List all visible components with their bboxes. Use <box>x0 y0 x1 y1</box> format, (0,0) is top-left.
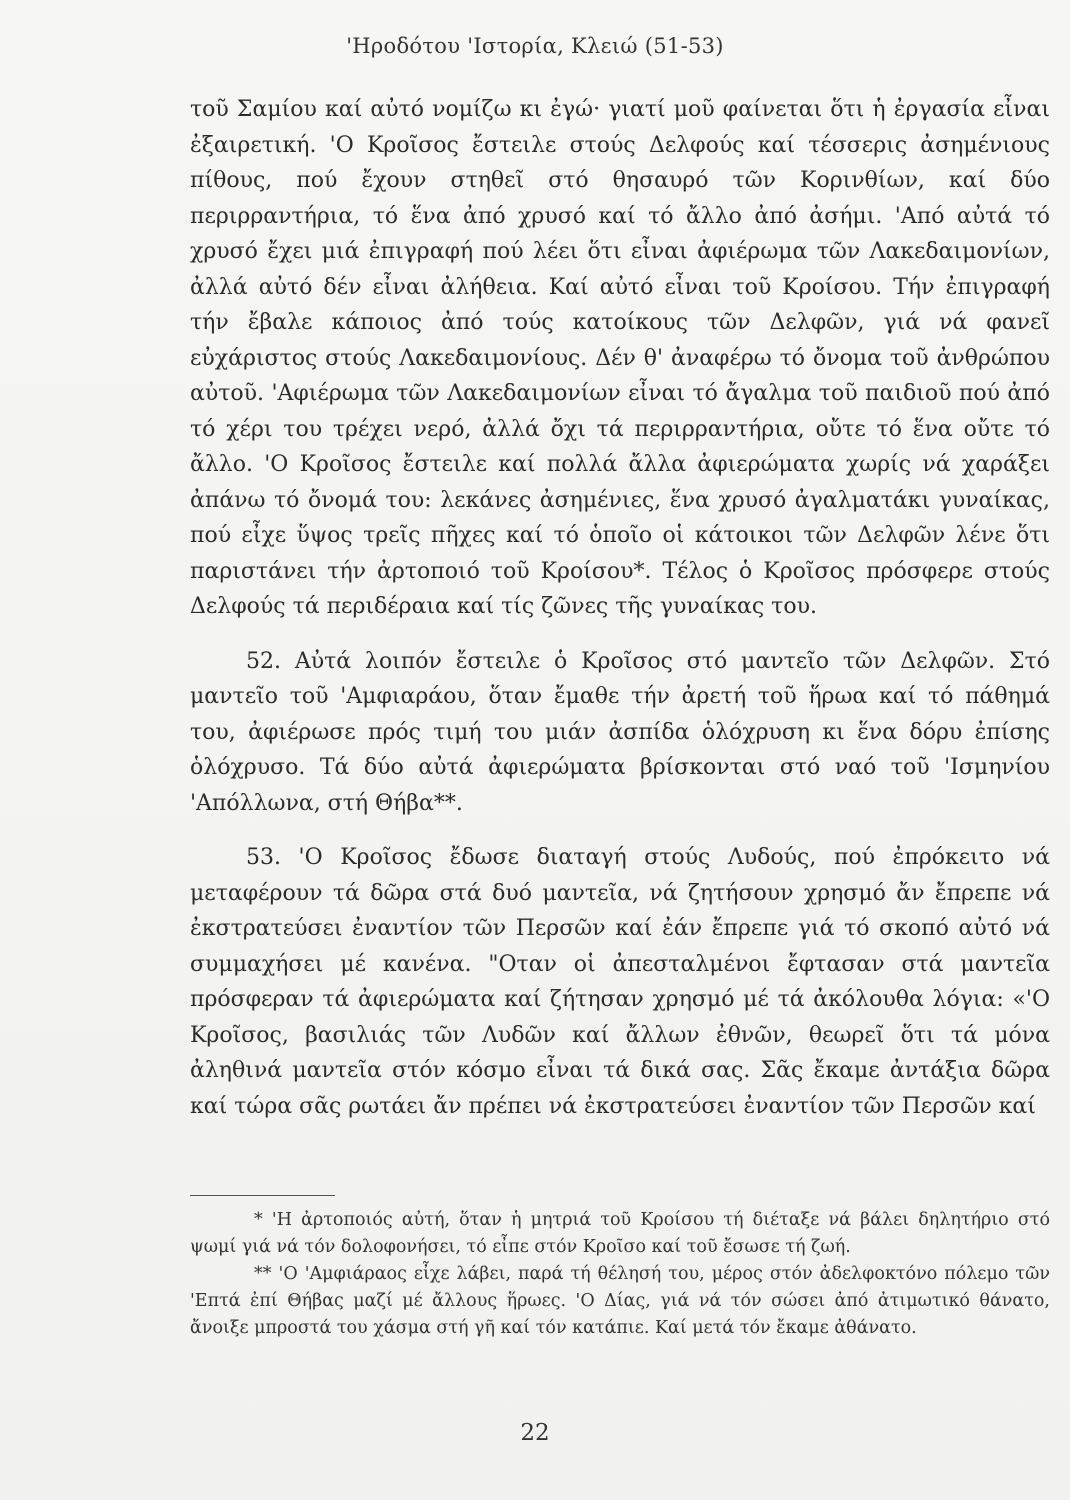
paragraph-52: 52. Αὐτά λοιπόν ἔστειλε ὁ Κροῖσος στό μαντεῖο τῶν Δελφῶν. Στό μαντεῖο τοῦ 'Αμφιαράου, ὅταν ἔμαθε τήν ἀρετή τοῦ ἥρωα καί τό πάθημά του, ἀφιέρωσε πρός τιμή του μιάν ἀσπίδα ὁλόχρυση κι ἕνα δόρυ ἐπίσης ὁλόχρυσο. Τά δύο αὐτά ἀφιερώματα βρίσκονται στό ναό τοῦ 'Ισμηνίου 'Απόλλωνα, στή Θήβα**. <box>190 648 1050 816</box>
footnote-1: * 'Η ἀρτοποιός αὐτή, ὅταν ἡ μητριά τοῦ Κροίσου τή διέταξε νά βάλει δηλητήριο στό ψωμί γιά νά τόν δολοφονήσει, τό εἶπε στόν Κροῖσο καί τοῦ ἔσωσε τή ζωή. <box>190 1210 1050 1257</box>
page-number: 22 <box>520 1420 550 1446</box>
paragraph-53: 53. 'Ο Κροῖσος ἔδωσε διαταγή στούς Λυδούς, πού ἐπρόκειτο νά μεταφέρουν τά δῶρα στά δυό μαντεῖα, νά ζητήσουν χρησμό ἄν ἔπρεπε νά ἐκστρατεύσει ἐναντίον τῶν Περσῶν καί ἐάν ἔπρεπε γιά τό σκοπό αὐτό νά συμμαχήσει μέ κανένα. "Οταν οἱ ἀπεσταλμένοι ἔφτασαν στά μαντεῖα πρόσφεραν τά ἀφιερώματα καί ζήτησαν χρησμό μέ τά ἀκόλουθα λόγια: «'Ο Κροῖσος, βασιλιάς τῶν Λυδῶν καί ἄλλων ἐθνῶν, θεωρεῖ ὅτι τά μόνα ἀληθινά μαντεῖα στόν κόσμο εἶναι τά δικά σας. Σᾶς ἔκαμε ἀντάξια δῶρα καί τώρα σᾶς ρωτάει ἄν πρέπει νά ἐκστρατεύσει ἐναντίον τῶν Περσῶν καί <box>190 845 1050 1119</box>
footnote-2: ** 'Ο 'Αμφιάραος εἶχε λάβει, παρά τή θέλησή του, μέρος στόν ἀδελφοκτόνο πόλεμο τῶν 'Επτά ἐπί Θήβας μαζί μέ ἄλλους ἥρωες. 'Ο Δίας, γιά νά τόν σώσει ἀπό ἀτιμωτικό θάνατο, ἄνοιξε μπροστά του χάσμα στή γῆ καί τόν κατάπιε. Καί μετά τόν ἔκαμε ἀθάνατο. <box>190 1264 1050 1338</box>
main-text <box>190 92 1050 1124</box>
footnotes <box>190 1207 1050 1342</box>
running-header: 'Ηροδότου 'Ιστορία, Κλειώ (51-53) <box>346 34 724 58</box>
footnote-divider <box>190 1195 335 1196</box>
paragraph-51-continued: τοῦ Σαμίου καί αὐτό νομίζω κι ἐγώ· γιατί μοῦ φαίνεται ὅτι ἡ ἐργασία εἶναι ἐξαιρετική. 'Ο Κροῖσος ἔστειλε στούς Δελφούς καί τέσσερις ἀσημένιους πίθους, πού ἔχουν στηθεῖ στό θησαυρό τῶν Κορινθίων, καί δύο περιρραντήρια, τό ἕνα ἀπό χρυσό καί τό ἄλλο ἀπό ἀσήμι. 'Από αὐτά τό χρυσό ἔχει μιά ἐπιγραφή πού λέει ὅτι εἶναι ἀφιέρωμα τῶν Λακεδαιμονίων, ἀλλά αὐτό δέν εἶναι ἀλήθεια. Καί αὐτό εἶναι τοῦ Κροίσου. Τήν ἐπιγραφή τήν ἔβαλε κάποιος ἀπό τούς κατοίκους τῶν Δελφῶν, γιά νά φανεῖ εὐχάριστος στούς Λακεδαιμονίους. Δέν θ' ἀναφέρω τό ὄνομα τοῦ ἀνθρώπου αὐτοῦ. 'Αφιέρωμα τῶν Λακεδαιμονίων εἶναι τό ἄγαλμα τοῦ παιδιοῦ πού ἀπό τό χέρι του τρέχει νερό, ἀλλά ὄχι τά περιρραντήρια, οὔτε τό ἕνα οὔτε τό ἄλλο. 'Ο Κροῖσος ἔστειλε καί πολλά ἄλλα ἀφιερώματα χωρίς νά χαράξει ἀπάνω τό ὄνομά του: λεκάνες ἀσημένιες, ἕνα χρυσό ἀγαλματάκι γυναίκας, πού εἶχε ὕψος τρεῖς πῆχες καί τό ὁποῖο οἱ κάτοικοι τῶν Δελφῶν λένε ὅτι παριστάνει τήν ἀρτοποιό τοῦ Κροίσου*. Τέλος ὁ Κροῖσος πρόσφερε στούς Δελφούς τά περιδέραια καί τίς ζῶνες τῆς γυναίκας του. <box>190 97 1050 619</box>
